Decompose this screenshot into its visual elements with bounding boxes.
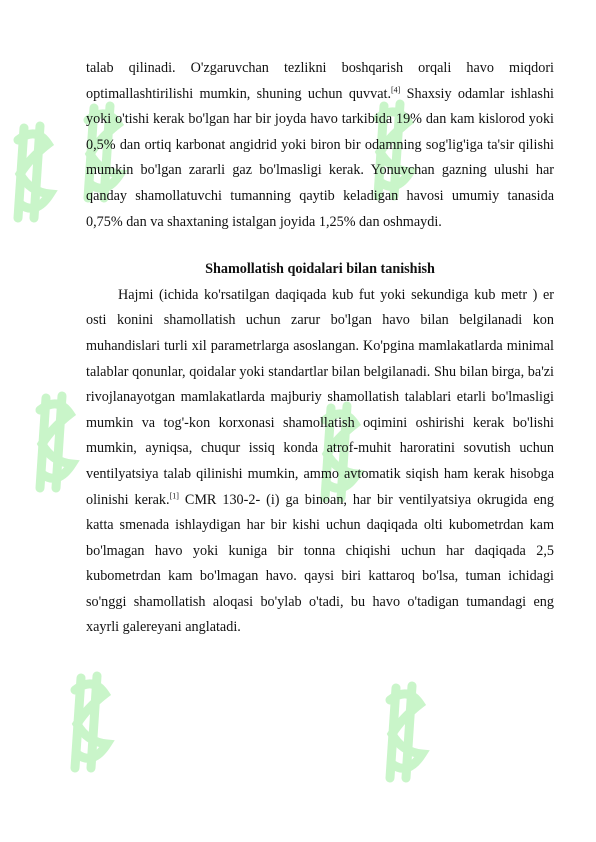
citation-ref-1: [1]: [169, 490, 179, 500]
citation-ref-4: [4]: [391, 84, 401, 94]
paragraph-1: [86, 56, 554, 235]
paragraph-2-text-a: Hajmi (ichida ko'rsatilgan daqiqada kub fut yoki sekundiga kub metr ) er osti konini shamollatish uchun zarur bo'lgan havo bilan belgilanadi kon muhandislari turli xil parametrlarga asoslangan. Ko'pgina mamlakatlarda minimal talablar qonunlar, qoidalar yoki standartlar bilan belgilanadi. Shu bilan birga, ba'zi rivojlanayotgan mamlakatlarda majburiy shamollatish talablari etarli bo'lmasligi mumkin va tog'-kon korxonasi shamollatish oqimini oshirishi kerak bo'lishi mumkin, ayniqsa, chuqur issiq konda atrof-muhit haroratini sovutish uchun ventilyatsiya talab qilinishi mumkin, ammo avtomatik siqish ham kerak hisobga olinishi kerak.: [86, 286, 554, 508]
paragraph-1-text-b: Shaxsiy odamlar ishlashi yoki o'tishi kerak bo'lgan har bir joyda havo tarkibida 19% dan kam kislorod yoki 0,5% dan ortiq karbonat angidrid yoki biron bir odamning sog'lig'iga ta'sir qilishi mumkin bo'lgan zararli gaz bo'lmasligi kerak. Yonuvchan gazning ulushi har qanday shamollatuvchi tumanning qaytib keladigan havosi umumiy tanasida 0,75% dan va shaxtaning istalgan joyida 1,25% dan oshmaydi.: [86, 85, 554, 230]
paragraph-2-text-b: CMR 130-2- (i) ga binoan, har bir ventilyatsiya okrugida eng katta smenada ishlaydigan har bir kishi uchun daqiqada olti kubometrdan kam bo'lmagan havo yoki kuniga bir tonna chiqishi uchun har daqiqada 2,5 kubometrdan kam bo'lmagan havo. qaysi biri kattaroq bo'lsa, tuman ichidagi so'nggi shamollatish aloqasi bo'ylab o'tadi, bu havo o'tadigan tumandagi eng xayrli galereyani anglatadi.: [86, 491, 554, 636]
paragraph-1-text-a: talab qilinadi. O'zgaruvchan tezlikni boshqarish orqali havo miqdori optimallashtirilishi mumkin, shuning uchun quvvat.: [86, 60, 554, 102]
section-heading: Shamollatish qoidalari bilan tanishish: [205, 261, 435, 278]
document-page: [86, 56, 554, 641]
paragraph-2: [86, 283, 554, 641]
